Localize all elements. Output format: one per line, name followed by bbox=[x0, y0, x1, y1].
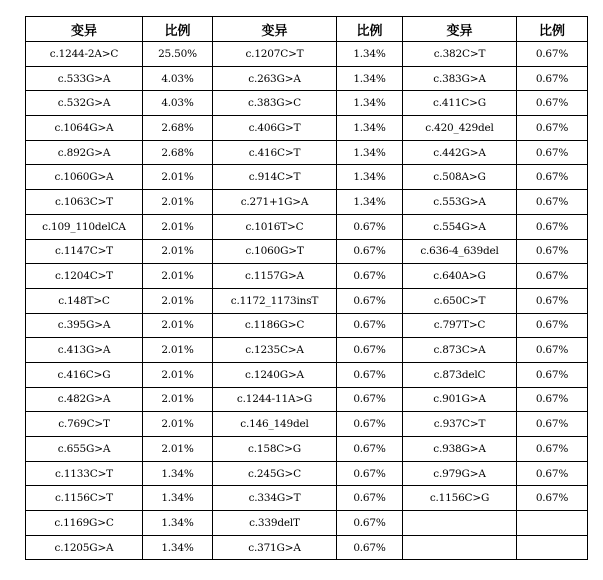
ratio-cell-2: 0.67% bbox=[337, 288, 403, 313]
ratio-cell-3: 0.67% bbox=[517, 461, 588, 486]
ratio-cell-2: 1.34% bbox=[337, 140, 403, 165]
ratio-cell-2: 1.34% bbox=[337, 66, 403, 91]
variant-cell-2: c.263G>A bbox=[213, 66, 337, 91]
ratio-cell-3: 0.67% bbox=[517, 91, 588, 116]
table-row bbox=[26, 362, 588, 387]
variant-cell-2: c.416C>T bbox=[213, 140, 337, 165]
ratio-cell-1: 2.68% bbox=[143, 116, 213, 141]
variant-cell-3: c.411C>G bbox=[403, 91, 517, 116]
table-row bbox=[26, 461, 588, 486]
ratio-cell-3: 0.67% bbox=[517, 214, 588, 239]
ratio-cell-2: 0.67% bbox=[337, 362, 403, 387]
variant-cell-1: c.1063C>T bbox=[26, 190, 143, 215]
variant-cell-3 bbox=[403, 511, 517, 536]
variant-cell-3: c.382C>T bbox=[403, 42, 517, 67]
variant-cell-2: c.1235C>A bbox=[213, 338, 337, 363]
ratio-cell-3: 0.67% bbox=[517, 387, 588, 412]
variant-cell-1: c.1133C>T bbox=[26, 461, 143, 486]
variant-cell-2: c.371G>A bbox=[213, 535, 337, 560]
variant-cell-2: c.158C>G bbox=[213, 437, 337, 462]
variant-cell-1: c.1204C>T bbox=[26, 264, 143, 289]
ratio-cell-3: 0.67% bbox=[517, 288, 588, 313]
variant-cell-3: c.636-4_639del bbox=[403, 239, 517, 264]
variant-cell-3: c.508A>G bbox=[403, 165, 517, 190]
ratio-cell-1: 2.01% bbox=[143, 214, 213, 239]
table-row bbox=[26, 140, 588, 165]
variant-cell-3: c.1156C>G bbox=[403, 486, 517, 511]
table-row bbox=[26, 264, 588, 289]
ratio-cell-1: 2.01% bbox=[143, 239, 213, 264]
table-row bbox=[26, 91, 588, 116]
variant-cell-1: c.482G>A bbox=[26, 387, 143, 412]
variant-cell-1: c.1156C>T bbox=[26, 486, 143, 511]
variant-cell-1: c.532G>A bbox=[26, 91, 143, 116]
table-row bbox=[26, 116, 588, 141]
variant-cell-1: c.655G>A bbox=[26, 437, 143, 462]
ratio-cell-1: 2.01% bbox=[143, 313, 213, 338]
ratio-cell-2: 0.67% bbox=[337, 412, 403, 437]
ratio-cell-1: 2.01% bbox=[143, 165, 213, 190]
table-row bbox=[26, 239, 588, 264]
variant-cell-3: c.383G>A bbox=[403, 66, 517, 91]
ratio-cell-2: 0.67% bbox=[337, 338, 403, 363]
variant-cell-1: c.148T>C bbox=[26, 288, 143, 313]
variant-cell-2: c.1016T>C bbox=[213, 214, 337, 239]
variant-cell-3 bbox=[403, 535, 517, 560]
ratio-cell-1: 2.68% bbox=[143, 140, 213, 165]
ratio-cell-3: 0.67% bbox=[517, 239, 588, 264]
variant-cell-1: c.1064G>A bbox=[26, 116, 143, 141]
variant-cell-2: c.245G>C bbox=[213, 461, 337, 486]
ratio-cell-3 bbox=[517, 535, 588, 560]
table-row bbox=[26, 535, 588, 560]
variant-cell-3: c.420_429del bbox=[403, 116, 517, 141]
ratio-cell-1: 2.01% bbox=[143, 362, 213, 387]
table-header-row bbox=[26, 17, 588, 42]
variant-cell-2: c.1244-11A>G bbox=[213, 387, 337, 412]
ratio-cell-2: 0.67% bbox=[337, 535, 403, 560]
ratio-cell-3: 0.67% bbox=[517, 412, 588, 437]
ratio-cell-2: 0.67% bbox=[337, 387, 403, 412]
ratio-cell-1: 2.01% bbox=[143, 437, 213, 462]
ratio-cell-2: 0.67% bbox=[337, 437, 403, 462]
header-ratio-2: 比例 bbox=[337, 17, 403, 42]
variant-cell-3: c.938G>A bbox=[403, 437, 517, 462]
variant-cell-2: c.914C>T bbox=[213, 165, 337, 190]
table-row bbox=[26, 511, 588, 536]
variant-cell-3: c.873C>A bbox=[403, 338, 517, 363]
variant-cell-2: c.1172_1173insT bbox=[213, 288, 337, 313]
variant-cell-2: c.1240G>A bbox=[213, 362, 337, 387]
header-variant-1: 变异 bbox=[26, 17, 143, 42]
variant-cell-2: c.271+1G>A bbox=[213, 190, 337, 215]
variant-cell-1: c.892G>A bbox=[26, 140, 143, 165]
ratio-cell-2: 0.67% bbox=[337, 486, 403, 511]
variant-cell-2: c.334G>T bbox=[213, 486, 337, 511]
ratio-cell-3: 0.67% bbox=[517, 362, 588, 387]
variant-cell-2: c.1207C>T bbox=[213, 42, 337, 67]
variant-cell-1: c.1169G>C bbox=[26, 511, 143, 536]
table-row bbox=[26, 412, 588, 437]
ratio-cell-2: 0.67% bbox=[337, 239, 403, 264]
table-row bbox=[26, 165, 588, 190]
table-row bbox=[26, 288, 588, 313]
ratio-cell-1: 2.01% bbox=[143, 264, 213, 289]
ratio-cell-1: 2.01% bbox=[143, 412, 213, 437]
variant-cell-1: c.1205G>A bbox=[26, 535, 143, 560]
ratio-cell-3: 0.67% bbox=[517, 264, 588, 289]
ratio-cell-3: 0.67% bbox=[517, 313, 588, 338]
ratio-cell-3: 0.67% bbox=[517, 140, 588, 165]
ratio-cell-1: 4.03% bbox=[143, 66, 213, 91]
ratio-cell-1: 4.03% bbox=[143, 91, 213, 116]
ratio-cell-2: 0.67% bbox=[337, 461, 403, 486]
ratio-cell-1: 1.34% bbox=[143, 461, 213, 486]
ratio-cell-3: 0.67% bbox=[517, 66, 588, 91]
variant-cell-1: c.1244-2A>C bbox=[26, 42, 143, 67]
ratio-cell-1: 2.01% bbox=[143, 288, 213, 313]
table-row bbox=[26, 66, 588, 91]
variant-cell-3: c.554G>A bbox=[403, 214, 517, 239]
variant-cell-1: c.769C>T bbox=[26, 412, 143, 437]
variant-cell-3: c.797T>C bbox=[403, 313, 517, 338]
table-row bbox=[26, 214, 588, 239]
variant-cell-1: c.395G>A bbox=[26, 313, 143, 338]
table-row bbox=[26, 338, 588, 363]
variant-cell-1: c.416C>G bbox=[26, 362, 143, 387]
ratio-cell-1: 2.01% bbox=[143, 190, 213, 215]
ratio-cell-2: 0.67% bbox=[337, 264, 403, 289]
table-row bbox=[26, 387, 588, 412]
ratio-cell-2: 1.34% bbox=[337, 42, 403, 67]
ratio-cell-3: 0.67% bbox=[517, 165, 588, 190]
ratio-cell-2: 0.67% bbox=[337, 214, 403, 239]
ratio-cell-3 bbox=[517, 511, 588, 536]
variant-cell-1: c.109_110delCA bbox=[26, 214, 143, 239]
variant-cell-2: c.406G>T bbox=[213, 116, 337, 141]
variant-cell-3: c.640A>G bbox=[403, 264, 517, 289]
variant-cell-3: c.901G>A bbox=[403, 387, 517, 412]
ratio-cell-2: 1.34% bbox=[337, 165, 403, 190]
variant-cell-1: c.533G>A bbox=[26, 66, 143, 91]
ratio-cell-3: 0.67% bbox=[517, 116, 588, 141]
variant-cell-3: c.937C>T bbox=[403, 412, 517, 437]
ratio-cell-1: 2.01% bbox=[143, 338, 213, 363]
variant-cell-1: c.1147C>T bbox=[26, 239, 143, 264]
ratio-cell-3: 0.67% bbox=[517, 437, 588, 462]
ratio-cell-3: 0.67% bbox=[517, 190, 588, 215]
table-row bbox=[26, 313, 588, 338]
ratio-cell-1: 2.01% bbox=[143, 387, 213, 412]
variant-cell-1: c.1060G>A bbox=[26, 165, 143, 190]
ratio-cell-3: 0.67% bbox=[517, 486, 588, 511]
variant-cell-3: c.553G>A bbox=[403, 190, 517, 215]
variant-cell-2: c.146_149del bbox=[213, 412, 337, 437]
header-ratio-3: 比例 bbox=[517, 17, 588, 42]
header-ratio-1: 比例 bbox=[143, 17, 213, 42]
ratio-cell-1: 1.34% bbox=[143, 486, 213, 511]
ratio-cell-3: 0.67% bbox=[517, 42, 588, 67]
ratio-cell-2: 1.34% bbox=[337, 190, 403, 215]
table-row bbox=[26, 190, 588, 215]
variant-cell-1: c.413G>A bbox=[26, 338, 143, 363]
variant-ratio-table bbox=[25, 16, 588, 560]
variant-cell-3: c.650C>T bbox=[403, 288, 517, 313]
variant-cell-2: c.1060G>T bbox=[213, 239, 337, 264]
ratio-cell-1: 1.34% bbox=[143, 511, 213, 536]
table-row bbox=[26, 437, 588, 462]
variant-cell-2: c.339delT bbox=[213, 511, 337, 536]
ratio-cell-2: 0.67% bbox=[337, 313, 403, 338]
ratio-cell-2: 0.67% bbox=[337, 511, 403, 536]
header-variant-2: 变异 bbox=[213, 17, 337, 42]
table-row bbox=[26, 42, 588, 67]
ratio-cell-2: 1.34% bbox=[337, 116, 403, 141]
variant-cell-2: c.383G>C bbox=[213, 91, 337, 116]
variant-cell-3: c.979G>A bbox=[403, 461, 517, 486]
ratio-cell-1: 25.50% bbox=[143, 42, 213, 67]
ratio-cell-1: 1.34% bbox=[143, 535, 213, 560]
variant-cell-2: c.1157G>A bbox=[213, 264, 337, 289]
variant-cell-2: c.1186G>C bbox=[213, 313, 337, 338]
header-variant-3: 变异 bbox=[403, 17, 517, 42]
ratio-cell-2: 1.34% bbox=[337, 91, 403, 116]
variant-cell-3: c.873delC bbox=[403, 362, 517, 387]
table-row bbox=[26, 486, 588, 511]
variant-cell-3: c.442G>A bbox=[403, 140, 517, 165]
ratio-cell-3: 0.67% bbox=[517, 338, 588, 363]
